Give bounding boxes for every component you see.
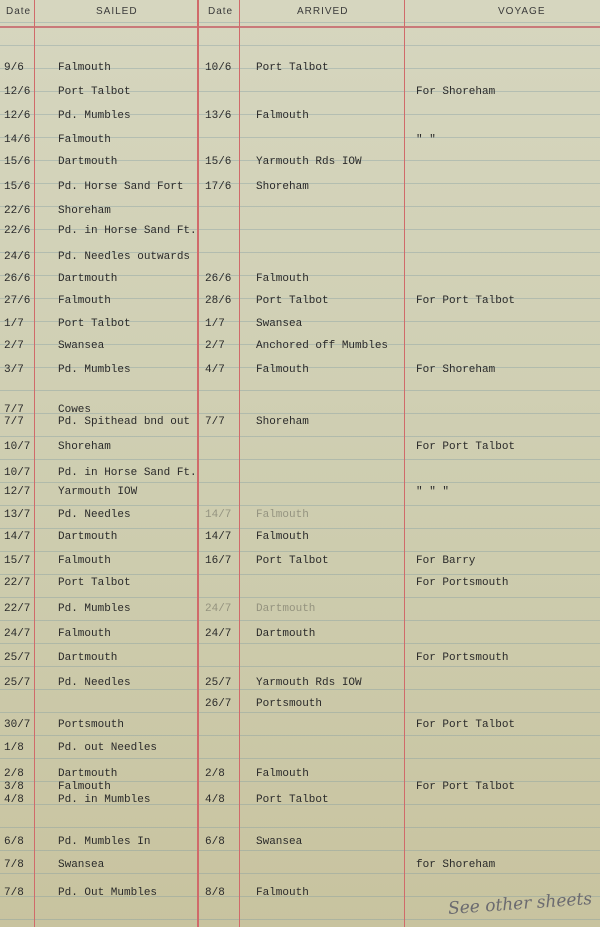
date-arrived: 14/7 <box>205 531 232 543</box>
sailed-place: Pd. in Mumbles <box>58 794 151 806</box>
voyage-note: For Shoreham <box>416 86 496 98</box>
date-arrived: 16/7 <box>205 555 232 567</box>
table-row <box>0 225 600 243</box>
arrived-place: Falmouth <box>256 110 309 122</box>
table-row <box>0 652 600 670</box>
sailed-place: Pd. Needles <box>58 509 131 521</box>
sailed-place: Pd. Mumbles <box>58 364 131 376</box>
sailed-place: Swansea <box>58 859 105 871</box>
date-sailed: 13/7 <box>4 509 31 521</box>
sailed-place: Falmouth <box>58 62 111 74</box>
table-row <box>0 110 600 128</box>
voyage-note: For Port Talbot <box>416 781 516 793</box>
date-sailed: 12/6 <box>4 86 31 98</box>
arrived-place: Falmouth <box>256 531 309 543</box>
sailed-place: Pd. Spithead bnd out <box>58 416 191 428</box>
sailed-place: Pd. Out Mumbles <box>58 887 158 899</box>
date-sailed: 22/6 <box>4 225 31 237</box>
date-sailed: 2/8 <box>4 768 24 780</box>
arrived-place: Falmouth <box>256 509 309 521</box>
voyage-note: For Port Talbot <box>416 719 516 731</box>
date-sailed: 12/6 <box>4 110 31 122</box>
header-date-sailed: Date <box>6 6 32 17</box>
header-sailed: SAILED <box>96 6 138 17</box>
header-arrived: ARRIVED <box>297 6 349 17</box>
voyage-note: For Port Talbot <box>416 295 516 307</box>
sailed-place: Falmouth <box>58 134 111 146</box>
date-sailed: 4/8 <box>4 794 24 806</box>
table-row <box>0 467 600 485</box>
table-row <box>0 836 600 854</box>
table-row <box>0 318 600 336</box>
arrived-place: Falmouth <box>256 273 309 285</box>
table-row <box>0 628 600 646</box>
sailed-place: Swansea <box>58 340 105 352</box>
date-sailed: 25/7 <box>4 652 31 664</box>
sailed-place: Dartmouth <box>58 768 118 780</box>
date-sailed: 15/6 <box>4 181 31 193</box>
table-row <box>0 509 600 527</box>
table-row <box>0 531 600 549</box>
table-row <box>0 794 600 812</box>
table-row <box>0 416 600 434</box>
arrived-place: Dartmouth <box>256 603 316 615</box>
sailed-place: Pd. in Horse Sand Ft. <box>58 467 197 479</box>
date-sailed: 26/6 <box>4 273 31 285</box>
sailed-place: Pd. out Needles <box>58 742 158 754</box>
table-row <box>0 273 600 291</box>
date-sailed: 22/7 <box>4 577 31 589</box>
voyage-note: For Portsmouth <box>416 577 509 589</box>
date-arrived: 7/7 <box>205 416 225 428</box>
sailed-place: Port Talbot <box>58 577 131 589</box>
date-sailed: 24/7 <box>4 628 31 640</box>
arrived-place: Shoreham <box>256 181 309 193</box>
sailed-place: Falmouth <box>58 295 111 307</box>
voyage-note: " " " <box>416 486 450 498</box>
date-sailed: 10/7 <box>4 467 31 479</box>
sailed-place: Dartmouth <box>58 531 118 543</box>
handwritten-note: See other sheets <box>447 888 593 920</box>
table-row <box>0 441 600 459</box>
table-row <box>0 86 600 104</box>
arrived-place: Swansea <box>256 836 303 848</box>
sailed-place: Falmouth <box>58 781 111 793</box>
table-header <box>0 0 600 28</box>
sailed-place: Dartmouth <box>58 156 118 168</box>
table-row <box>0 364 600 382</box>
table-row <box>0 742 600 760</box>
voyage-note: For Portsmouth <box>416 652 509 664</box>
table-row <box>0 486 600 504</box>
arrived-place: Falmouth <box>256 364 309 376</box>
date-arrived: 17/6 <box>205 181 232 193</box>
sailed-place: Cowes <box>58 404 92 416</box>
date-sailed: 12/7 <box>4 486 31 498</box>
arrived-place: Swansea <box>256 318 303 330</box>
table-row <box>0 156 600 174</box>
date-sailed: 15/6 <box>4 156 31 168</box>
arrived-place: Falmouth <box>256 768 309 780</box>
date-arrived: 25/7 <box>205 677 232 689</box>
date-sailed: 27/6 <box>4 295 31 307</box>
table-row <box>0 134 600 152</box>
arrived-place: Falmouth <box>256 887 309 899</box>
date-sailed: 1/7 <box>4 318 24 330</box>
date-arrived: 26/6 <box>205 273 232 285</box>
header-date-arrived: Date <box>208 6 234 17</box>
table-row <box>0 859 600 877</box>
sailed-place: Yarmouth IOW <box>58 486 138 498</box>
date-sailed: 7/7 <box>4 404 24 416</box>
date-arrived: 13/6 <box>205 110 232 122</box>
date-arrived: 8/8 <box>205 887 225 899</box>
sailed-place: Falmouth <box>58 555 111 567</box>
date-arrived: 4/8 <box>205 794 225 806</box>
date-sailed: 14/7 <box>4 531 31 543</box>
date-arrived: 15/6 <box>205 156 232 168</box>
date-arrived: 24/7 <box>205 628 232 640</box>
arrived-place: Portsmouth <box>256 698 323 710</box>
date-sailed: 24/6 <box>4 251 31 263</box>
arrived-place: Port Talbot <box>256 794 329 806</box>
sailed-place: Pd. Horse Sand Fort <box>58 181 184 193</box>
sailed-place: Port Talbot <box>58 318 131 330</box>
date-arrived: 24/7 <box>205 603 232 615</box>
date-sailed: 30/7 <box>4 719 31 731</box>
arrived-place: Dartmouth <box>256 628 316 640</box>
header-voyage: VOYAGE <box>498 6 546 17</box>
voyage-note: For Barry <box>416 555 476 567</box>
date-arrived: 26/7 <box>205 698 232 710</box>
sailed-place: Pd. Mumbles <box>58 110 131 122</box>
date-sailed: 6/8 <box>4 836 24 848</box>
date-sailed: 22/7 <box>4 603 31 615</box>
date-arrived: 2/7 <box>205 340 225 352</box>
table-row <box>0 603 600 621</box>
date-sailed: 3/8 <box>4 781 24 793</box>
table-row <box>0 205 600 223</box>
sailed-place: Shoreham <box>58 205 111 217</box>
table-row <box>0 251 600 269</box>
table-row <box>0 677 600 695</box>
table-row <box>0 555 600 573</box>
sailed-place: Pd. Mumbles <box>58 603 131 615</box>
table-row <box>0 719 600 737</box>
table-row <box>0 181 600 199</box>
date-arrived: 2/8 <box>205 768 225 780</box>
sailed-place: Pd. Mumbles In <box>58 836 151 848</box>
voyage-note: for Shoreham <box>416 859 496 871</box>
arrived-place: Shoreham <box>256 416 309 428</box>
sailed-place: Dartmouth <box>58 652 118 664</box>
date-arrived: 1/7 <box>205 318 225 330</box>
date-sailed: 1/8 <box>4 742 24 754</box>
voyage-note: For Shoreham <box>416 364 496 376</box>
arrived-place: Port Talbot <box>256 62 329 74</box>
voyage-note: " " <box>416 134 436 146</box>
arrived-place: Anchored off Mumbles <box>256 340 389 352</box>
table-row <box>0 698 600 716</box>
date-sailed: 2/7 <box>4 340 24 352</box>
table-row <box>0 295 600 313</box>
date-sailed: 7/8 <box>4 887 24 899</box>
date-arrived: 10/6 <box>205 62 232 74</box>
date-arrived: 4/7 <box>205 364 225 376</box>
sailed-place: Port Talbot <box>58 86 131 98</box>
sailed-place: Pd. Needles <box>58 677 131 689</box>
date-arrived: 14/7 <box>205 509 232 521</box>
arrived-place: Yarmouth Rds IOW <box>256 677 362 689</box>
date-sailed: 9/6 <box>4 62 24 74</box>
date-sailed: 10/7 <box>4 441 31 453</box>
arrived-place: Port Talbot <box>256 295 329 307</box>
date-sailed: 15/7 <box>4 555 31 567</box>
table-row <box>0 577 600 595</box>
table-row <box>0 340 600 358</box>
arrived-place: Port Talbot <box>256 555 329 567</box>
date-sailed: 25/7 <box>4 677 31 689</box>
date-arrived: 6/8 <box>205 836 225 848</box>
sailed-place: Shoreham <box>58 441 111 453</box>
voyage-note: For Port Talbot <box>416 441 516 453</box>
sailed-place: Dartmouth <box>58 273 118 285</box>
sailed-place: Pd. Needles outwards <box>58 251 191 263</box>
arrived-place: Yarmouth Rds IOW <box>256 156 362 168</box>
date-sailed: 22/6 <box>4 205 31 217</box>
date-sailed: 7/8 <box>4 859 24 871</box>
date-arrived: 28/6 <box>205 295 232 307</box>
date-sailed: 3/7 <box>4 364 24 376</box>
sailed-place: Pd. in Horse Sand Ft. <box>58 225 197 237</box>
table-row <box>0 62 600 80</box>
date-sailed: 7/7 <box>4 416 24 428</box>
sailed-place: Portsmouth <box>58 719 125 731</box>
sailed-place: Falmouth <box>58 628 111 640</box>
date-sailed: 14/6 <box>4 134 31 146</box>
